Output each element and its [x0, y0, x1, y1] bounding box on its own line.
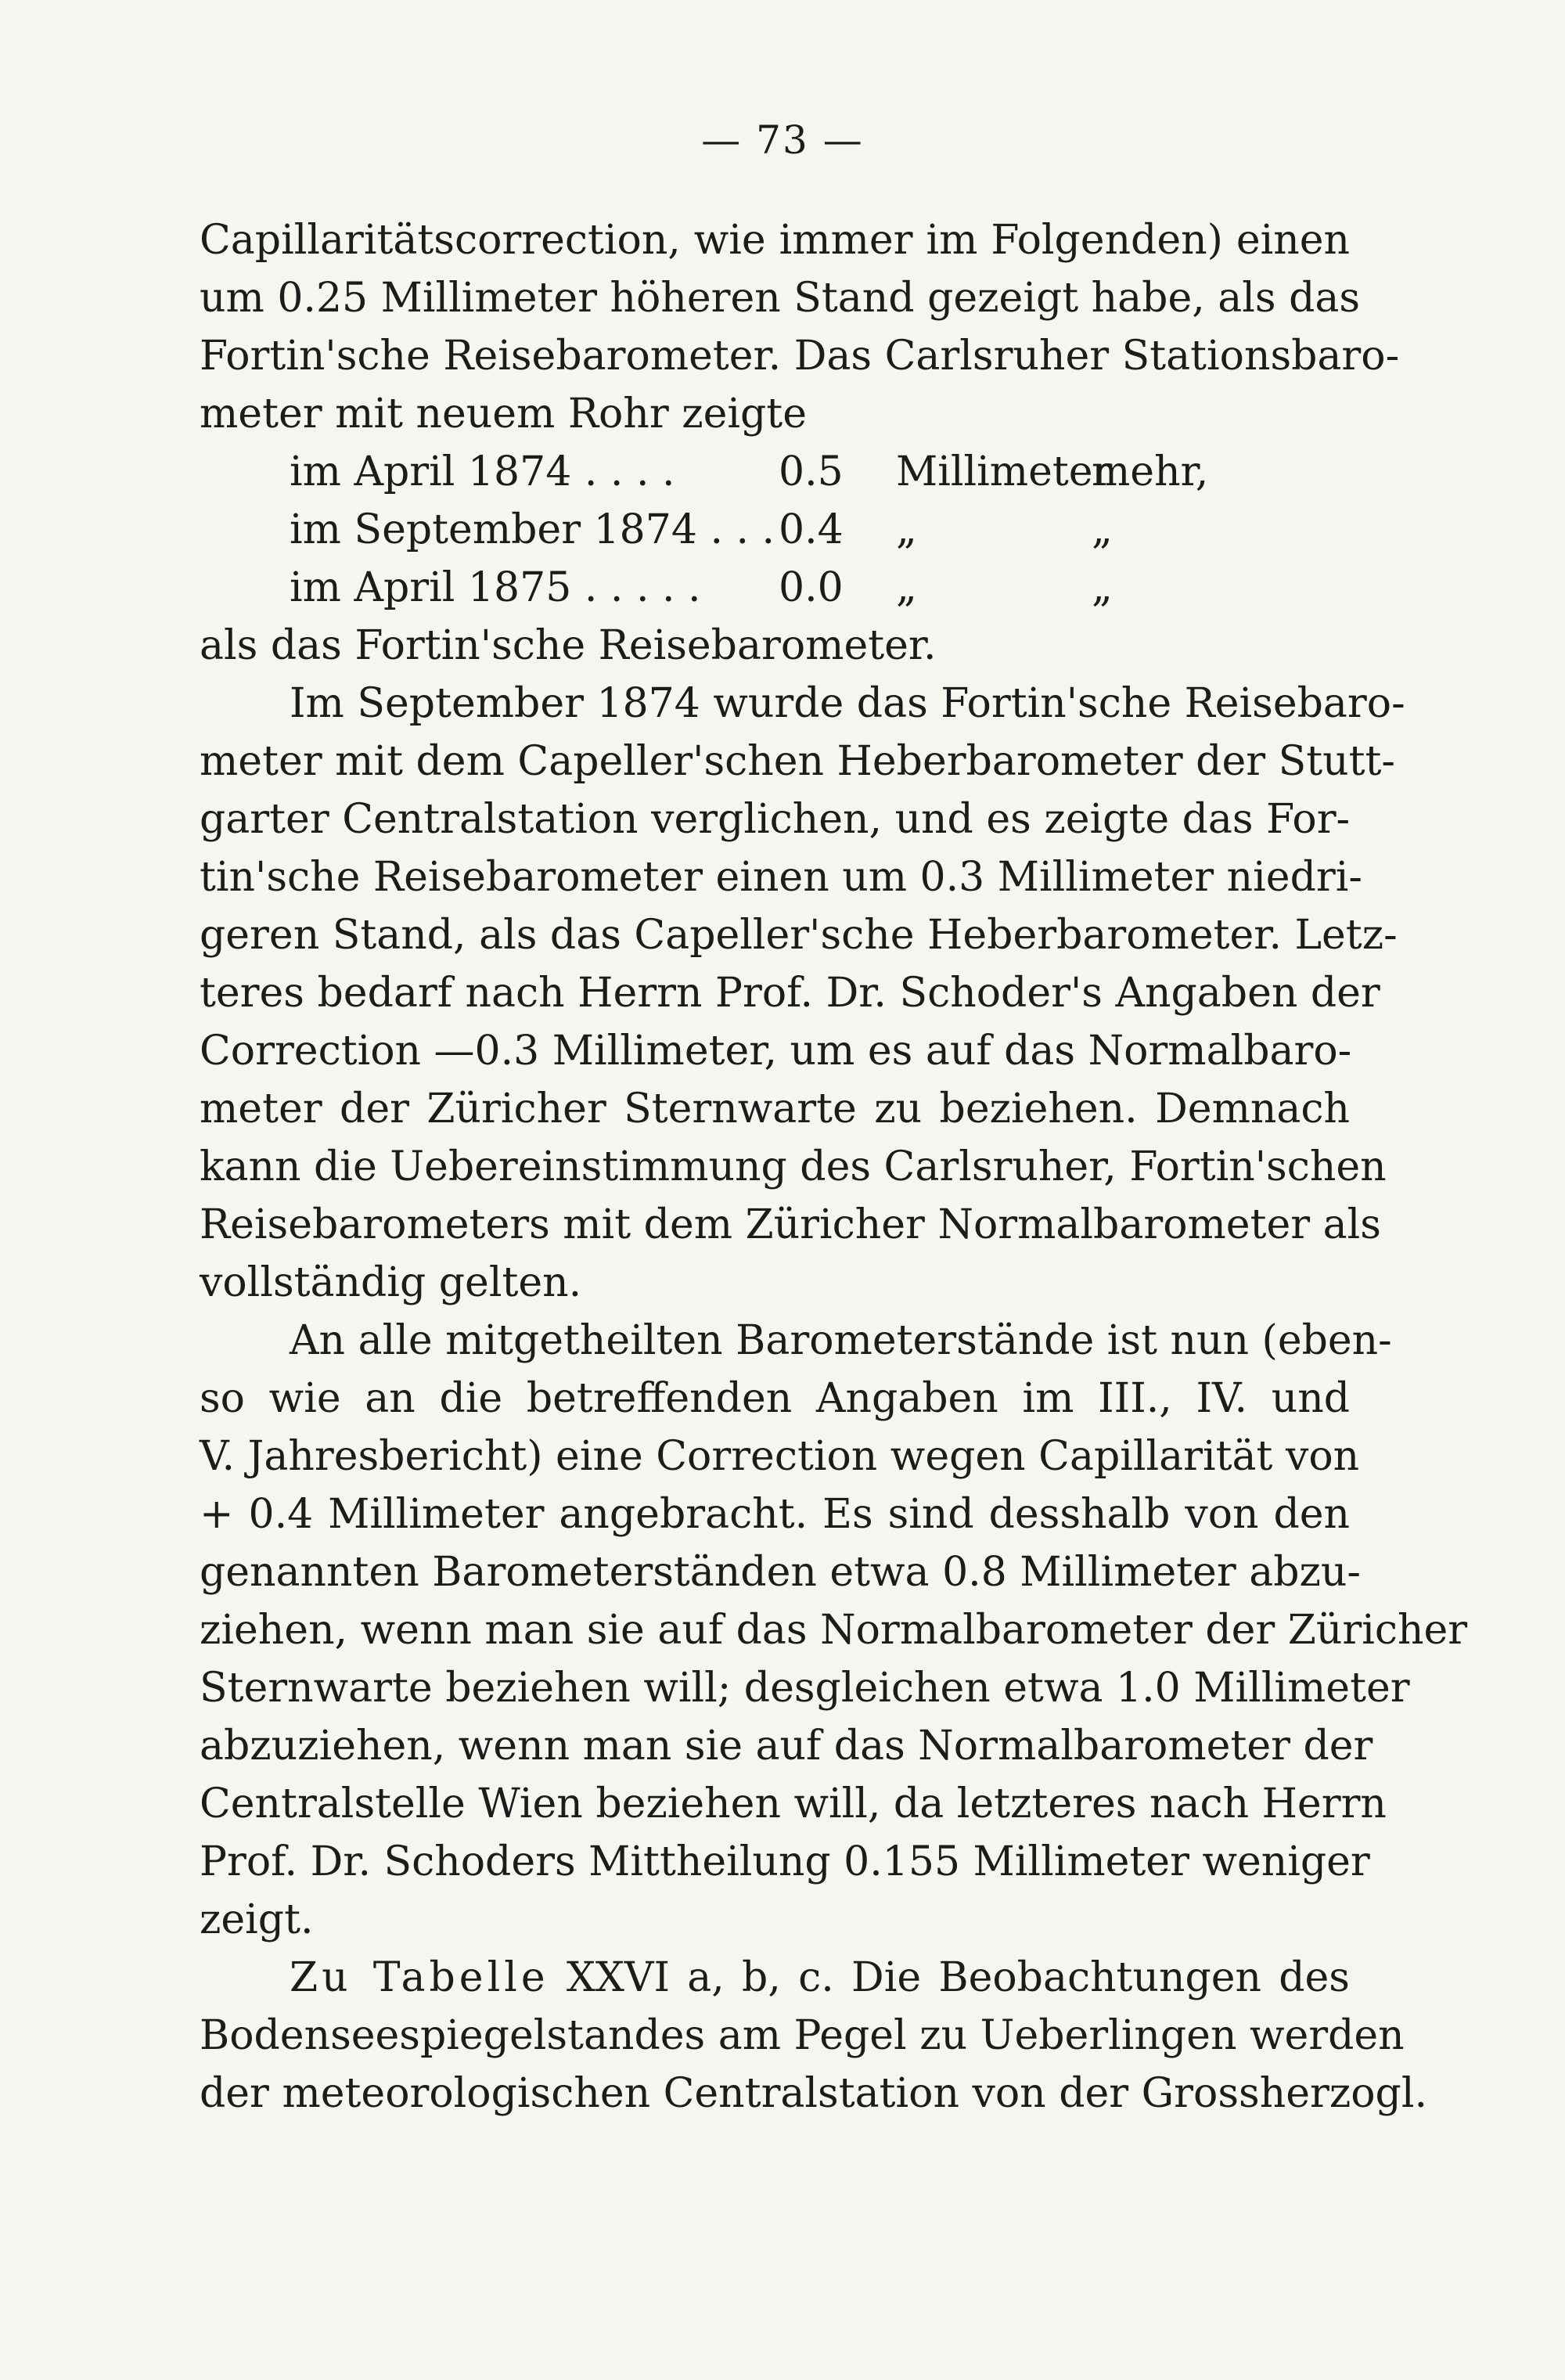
- text-line: teres bedarf nach Herrn Prof. Dr. Schoder's Angaben der: [200, 970, 1380, 1017]
- text-line: Prof. Dr. Schoders Mittheilung 0.155 Millimeter weniger: [200, 1838, 1370, 1885]
- row-label: im April 1874 . . . .: [290, 448, 675, 495]
- text-line: Bodenseespiegelstandes am Pegel zu Ueberlingen werden: [200, 2012, 1405, 2059]
- row-value: 0.0: [779, 564, 844, 611]
- table-reference-label: Zu Tabelle: [290, 1954, 549, 2001]
- table-reference-line: [200, 1949, 1350, 2007]
- text-line: ziehen, wenn man sie auf das Normalbarometer der Züricher: [200, 1607, 1468, 1654]
- row-suffix: „: [1092, 506, 1113, 553]
- text-line: garter Centralstation verglichen, und es zeigte das For-: [200, 796, 1351, 843]
- text-line: Fortin'sche Reisebarometer. Das Carlsruher Stationsbaro-: [200, 333, 1400, 380]
- body-text: [200, 211, 1468, 2123]
- text-line: Capillaritätscorrection, wie immer im Folgenden) einen: [200, 217, 1350, 264]
- barometer-row: [200, 443, 1350, 501]
- text-line: der meteorologischen Centralstation von der Grossherzogl.: [200, 2070, 1427, 2117]
- text-line: um 0.25 Millimeter höheren Stand gezeigt habe, als das: [200, 275, 1361, 322]
- text-line: Correction —0.3 Millimeter, um es auf das Normalbaro-: [200, 1028, 1352, 1075]
- text-line: Im September 1874 wurde das Fortin'sche Reisebaro-: [290, 680, 1405, 727]
- text-line: V. Jahresbericht) eine Correction wegen Capillarität von: [200, 1433, 1360, 1480]
- row-label: im April 1875 . . . . .: [290, 564, 701, 611]
- text-line: meter mit neuem Rohr zeigte: [200, 391, 807, 437]
- text-line: geren Stand, als das Capeller'sche Heberbarometer. Letz-: [200, 912, 1398, 959]
- text-line: tin'sche Reisebarometer einen um 0.3 Millimeter niedri-: [200, 854, 1362, 901]
- row-suffix: „: [1092, 564, 1113, 611]
- text-line: Sternwarte beziehen will; desgleichen etwa 1.0 Millimeter: [200, 1665, 1410, 1712]
- row-unit: „: [896, 564, 917, 611]
- text-line: + 0.4 Millimeter angebracht. Es sind desshalb von den: [200, 1491, 1350, 1538]
- text-line: An alle mitgetheilten Barometerstände ist nun (eben-: [290, 1317, 1392, 1364]
- row-suffix: mehr,: [1092, 448, 1209, 495]
- text-line: vollständig gelten.: [200, 1259, 582, 1306]
- page-number-header: — 73 —: [701, 117, 864, 163]
- text-line: abzuziehen, wenn man sie auf das Normalbarometer der: [200, 1723, 1373, 1770]
- text-line: zeigt.: [200, 1896, 314, 1943]
- text-line: meter mit dem Capeller'schen Heberbarometer der Stutt-: [200, 738, 1395, 785]
- barometer-row: [200, 559, 1350, 617]
- row-value: 0.5: [779, 448, 844, 495]
- text-line: als das Fortin'sche Reisebarometer.: [200, 622, 937, 669]
- text-line: meter der Züricher Sternwarte zu beziehen. Demnach: [200, 1086, 1350, 1132]
- text-line: kann die Uebereinstimmung des Carlsruher, Fortin'schen: [200, 1143, 1387, 1190]
- row-value: 0.4: [779, 506, 844, 553]
- text-line: Centralstelle Wien beziehen will, da letzteres nach Herrn: [200, 1780, 1387, 1827]
- text-line: so wie an die betreffenden Angaben im III., IV. und: [200, 1375, 1350, 1422]
- row-label: im September 1874 . . .: [290, 506, 775, 553]
- table-reference-text: XXVI a, b, c. Die Beobachtungen des: [549, 1954, 1350, 2001]
- text-line: genannten Barometerständen etwa 0.8 Millimeter abzu-: [200, 1549, 1361, 1596]
- barometer-row: [200, 501, 1350, 559]
- row-unit: „: [896, 506, 917, 553]
- row-unit: Millimeter: [896, 448, 1113, 495]
- text-line: Reisebarometers mit dem Züricher Normalbarometer als: [200, 1201, 1381, 1248]
